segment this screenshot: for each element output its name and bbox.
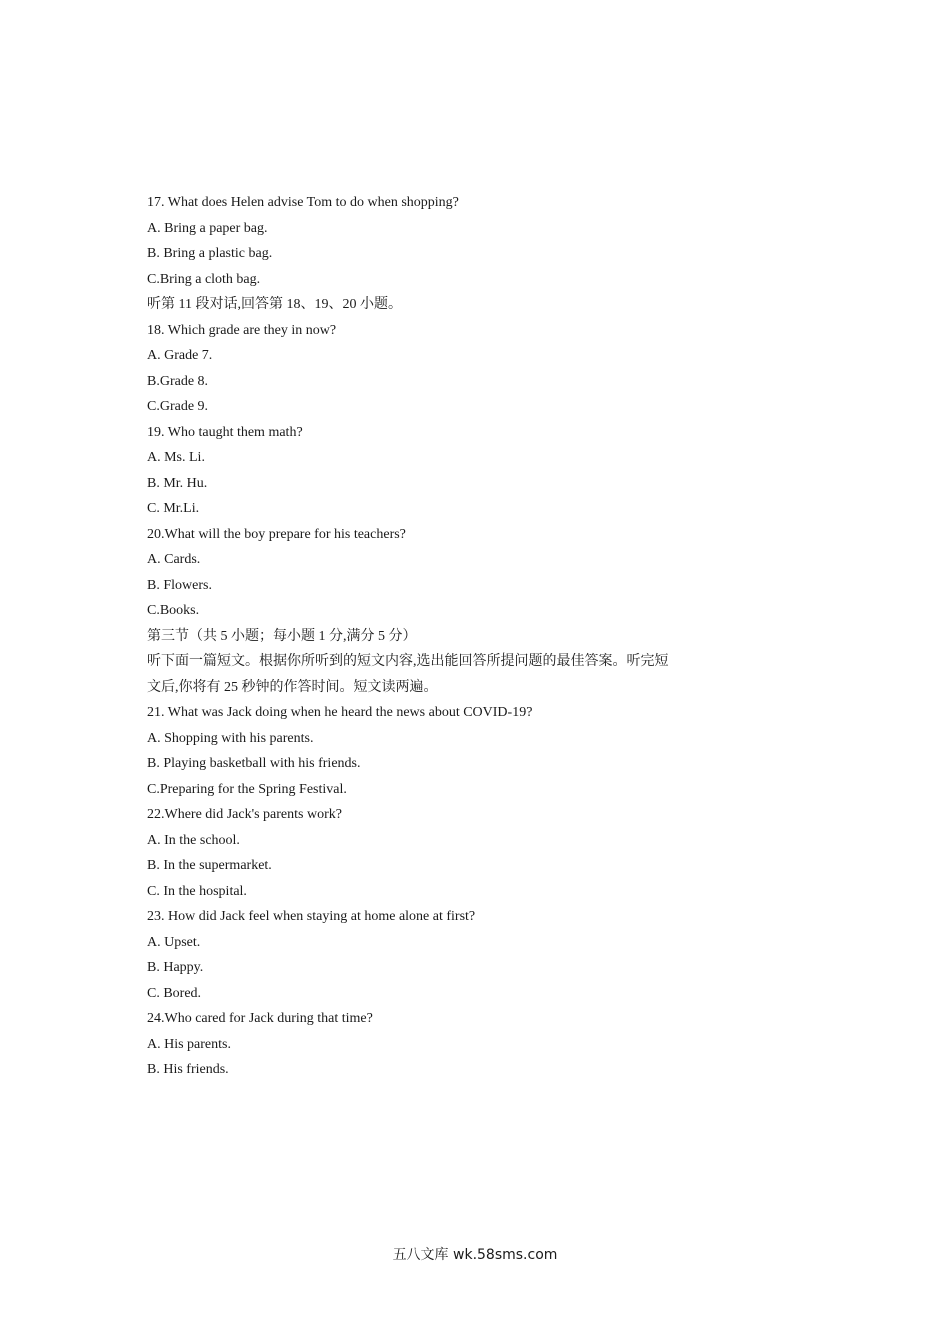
exam-content	[147, 190, 707, 1083]
option-24a: A. His parents.	[147, 1036, 231, 1052]
option-20c: C.Books.	[147, 603, 200, 618]
option-17b: B. Bring a plastic bag.	[147, 246, 273, 261]
option-24b: B. His friends.	[147, 1062, 229, 1077]
option-21b: B. Playing basketball with his friends.	[147, 756, 361, 771]
question-20: 20.What will the boy prepare for his teachers?	[147, 526, 406, 542]
option-17c: C.Bring a cloth bag.	[147, 271, 261, 287]
question-19: 19. Who taught them math?	[147, 424, 303, 440]
footer-watermark: 五八文库 wk.58sms.com	[392, 1247, 558, 1263]
option-20b: B. Flowers.	[147, 577, 212, 593]
section-3-instruction-line-2: 文后,你将有 25 秒钟的作答时间。短文读两遍。	[147, 679, 438, 695]
dialogue-11-instruction: 听第 11 段对话,回答第 18、19、20 小题。	[147, 297, 402, 312]
question-23: 23. How did Jack feel when staying at home alone at first?	[147, 909, 476, 924]
option-21c: C.Preparing for the Spring Festival.	[147, 781, 347, 797]
section-3-instruction-line-1: 听下面一篇短文。根据你所听到的短文内容,选出能回答所提问题的最佳答案。听完短	[147, 654, 669, 669]
option-23c: C. Bored.	[147, 985, 202, 1001]
option-17a: A. Bring a paper bag.	[147, 220, 268, 236]
option-19a: A. Ms. Li.	[147, 450, 205, 465]
option-23b: B. Happy.	[147, 960, 204, 975]
question-18: 18. Which grade are they in now?	[147, 322, 337, 338]
option-22b: B. In the supermarket.	[147, 858, 272, 873]
option-18a: A. Grade 7.	[147, 348, 213, 363]
question-17: 17. What does Helen advise Tom to do when shopping?	[147, 195, 459, 210]
option-22a: A. In the school.	[147, 832, 240, 848]
question-24: 24.Who cared for Jack during that time?	[147, 1011, 373, 1026]
option-19c: C. Mr.Li.	[147, 501, 200, 516]
section-3-heading: 第三节（共 5 小题；每小题 1 分,满分 5 分）	[147, 628, 417, 644]
option-18b: B.Grade 8.	[147, 373, 209, 389]
option-18c: C.Grade 9.	[147, 399, 209, 414]
option-23a: A. Upset.	[147, 934, 201, 950]
option-21a: A. Shopping with his parents.	[147, 730, 314, 746]
option-22c: C. In the hospital.	[147, 883, 247, 899]
option-20a: A. Cards.	[147, 552, 201, 567]
question-21: 21. What was Jack doing when he heard the news about COVID-19?	[147, 705, 533, 720]
option-19b: B. Mr. Hu.	[147, 475, 208, 491]
question-22: 22.Where did Jack's parents work?	[147, 807, 342, 822]
